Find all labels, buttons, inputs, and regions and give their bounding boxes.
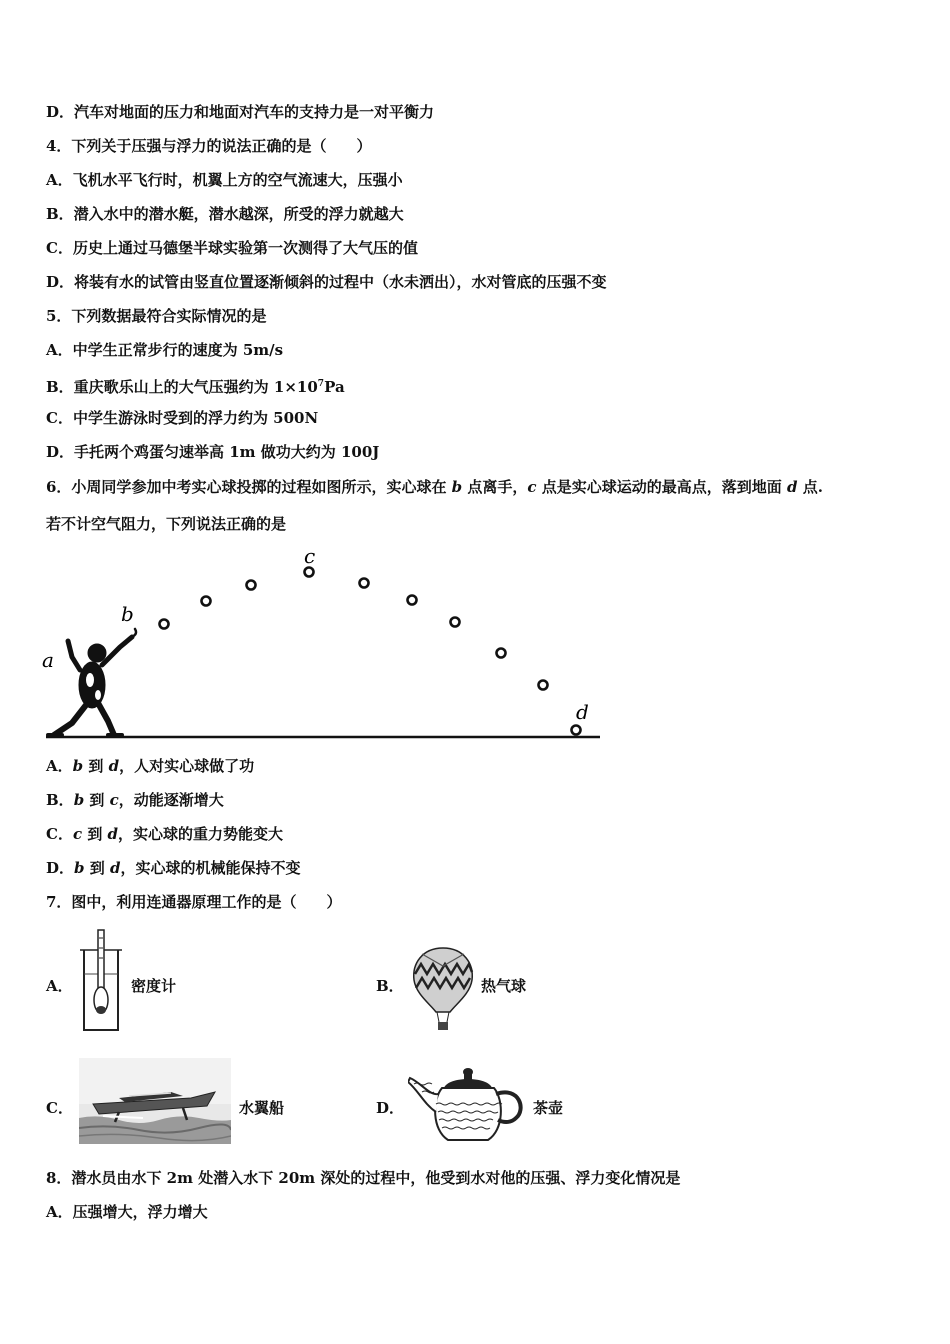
q6-option-a-var1: b bbox=[72, 757, 84, 775]
q5-option-d: D．手托两个鸡蛋匀速举高 1m 做功大约为 100J bbox=[46, 443, 380, 461]
q5-option-b-exponent: 7 bbox=[317, 379, 325, 389]
q6-option-a-to: 到 bbox=[83, 757, 109, 775]
q6-option-b-var2: c bbox=[109, 791, 119, 809]
q6-stem bbox=[46, 477, 823, 497]
figure-label-d: d bbox=[576, 700, 589, 724]
q6-option-d bbox=[46, 858, 300, 878]
figure-label-c: c bbox=[304, 545, 316, 568]
q6-option-c-letter: C． bbox=[46, 825, 73, 843]
q5-option-a: A．中学生正常步行的速度为 5m/s bbox=[46, 341, 284, 359]
q5-option-b bbox=[46, 374, 345, 397]
q6-option-c-text: ，实心球的重力势能变大 bbox=[118, 825, 284, 843]
q6-option-b bbox=[46, 790, 224, 810]
ball-position-d bbox=[572, 726, 581, 735]
q4-option-c: C．历史上通过马德堡半球实验第一次测得了大气压的值 bbox=[46, 239, 418, 257]
q6-option-d-text: ，实心球的机械能保持不变 bbox=[120, 859, 301, 877]
q7-option-a-name: 密度计 bbox=[131, 977, 177, 995]
q6-option-c-to: 到 bbox=[82, 825, 108, 843]
q6-option-b-text: ，动能逐渐增大 bbox=[118, 791, 224, 809]
q6-option-d-var2: d bbox=[109, 859, 121, 877]
q6-option-d-to: 到 bbox=[84, 859, 110, 877]
ball-position bbox=[247, 581, 256, 590]
q7-option-d-name: 茶壶 bbox=[533, 1099, 564, 1117]
q6-var-c: c bbox=[527, 478, 537, 496]
q6-stem-part4: 点. bbox=[797, 478, 823, 496]
q6-option-d-var1: b bbox=[74, 859, 85, 877]
ball-position-c bbox=[305, 568, 314, 577]
q8-option-a: A．压强增大，浮力增大 bbox=[46, 1203, 208, 1221]
hydrometer-image bbox=[78, 928, 124, 1034]
q6-option-c bbox=[46, 824, 283, 844]
q4-stem: 4．下列关于压强与浮力的说法正确的是（ ） bbox=[46, 137, 372, 155]
shot-put-figure bbox=[40, 545, 610, 745]
q6-var-d: d bbox=[787, 478, 798, 496]
q7-option-b-letter: B． bbox=[376, 977, 404, 995]
ball-position bbox=[408, 596, 417, 605]
q6-option-b-letter: B． bbox=[46, 791, 74, 809]
ball-position bbox=[360, 579, 369, 588]
q8-stem: 8．潜水员由水下 2m 处潜入水下 20m 深处的过程中，他受到水对他的压强、浮力变化情况是 bbox=[46, 1169, 681, 1187]
ball-position bbox=[202, 597, 211, 606]
q6-stem-part1: 6．小周同学参加中考实心球投掷的过程如图所示，实心球在 bbox=[46, 478, 452, 496]
q6-option-c-var1: c bbox=[72, 825, 83, 843]
q5-option-c: C．中学生游泳时受到的浮力约为 500N bbox=[46, 409, 319, 427]
q6-option-a-text: ，人对实心球做了功 bbox=[119, 757, 255, 775]
hydrofoil-boat-image bbox=[79, 1058, 231, 1144]
teapot-image bbox=[408, 1060, 528, 1144]
q7-option-b-name: 热气球 bbox=[481, 977, 527, 995]
q7-option-c-letter: C． bbox=[46, 1099, 73, 1117]
q7-option-a-letter: A． bbox=[46, 977, 73, 995]
q4-option-b: B．潜入水中的潜水艇，潜水越深，所受的浮力就越大 bbox=[46, 205, 404, 223]
hot-air-balloon-image bbox=[410, 946, 476, 1034]
q6-option-b-to: 到 bbox=[84, 791, 110, 809]
q6-option-a-letter: A． bbox=[46, 757, 73, 775]
q6-stem-line2: 若不计空气阻力，下列说法正确的是 bbox=[46, 515, 287, 533]
q6-option-d-letter: D． bbox=[46, 859, 75, 877]
q3-option-d: D．汽车对地面的压力和地面对汽车的支持力是一对平衡力 bbox=[46, 103, 435, 121]
q4-option-a: A．飞机水平飞行时，机翼上方的空气流速大，压强小 bbox=[46, 171, 403, 189]
q6-option-c-var2: d bbox=[107, 825, 119, 843]
q6-stem-part3: 点是实心球运动的最高点，落到地面 bbox=[536, 478, 787, 496]
q5-option-b-unit: Pa bbox=[324, 378, 345, 396]
q6-var-b: b bbox=[451, 478, 463, 496]
q6-stem-part2: 点离手， bbox=[462, 478, 528, 496]
q5-stem: 5．下列数据最符合实际情况的是 bbox=[46, 307, 267, 325]
figure-label-a: a bbox=[42, 648, 54, 672]
q7-option-d-letter: D． bbox=[376, 1099, 405, 1117]
q6-option-b-var1: b bbox=[73, 791, 85, 809]
q4-option-d: D．将装有水的试管由竖直位置逐渐倾斜的过程中（水未洒出），水对管底的压强不变 bbox=[46, 273, 607, 291]
ball-position bbox=[160, 620, 169, 629]
q7-option-c-name: 水翼船 bbox=[239, 1099, 285, 1117]
ball-position bbox=[539, 681, 548, 690]
q6-option-a bbox=[46, 756, 254, 776]
q7-stem: 7．图中，利用连通器原理工作的是（ ） bbox=[46, 893, 342, 911]
ball-position bbox=[497, 649, 506, 658]
q5-option-b-text: B．重庆歌乐山上的大气压强约为 1×10 bbox=[46, 378, 318, 396]
figure-label-b: b bbox=[121, 602, 134, 626]
q6-option-a-var2: d bbox=[108, 757, 120, 775]
ball-position bbox=[451, 618, 460, 627]
